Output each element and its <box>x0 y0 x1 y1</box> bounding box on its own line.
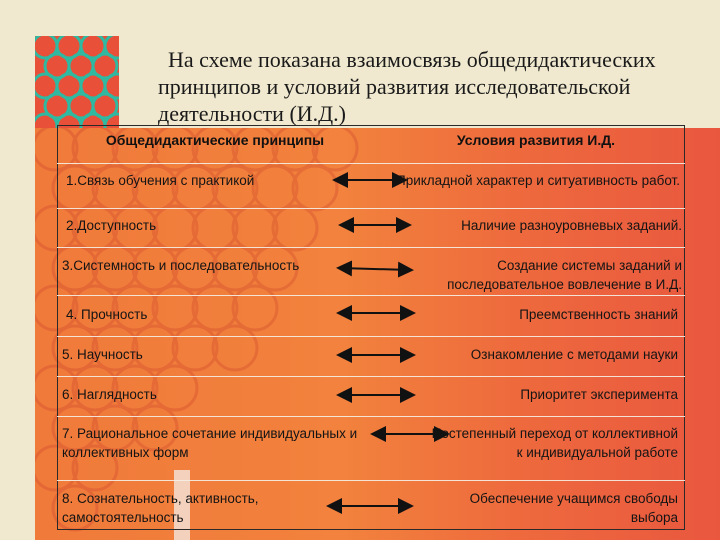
header-principles: Общедидактические принципы <box>105 132 325 148</box>
principle-cell-6: 6. Наглядность <box>62 387 157 402</box>
principle-cell-2: 2.Доступность <box>66 218 157 233</box>
principle-cell-3: 3.Системность и последовательность <box>62 258 300 273</box>
arrow-row-3 <box>340 268 410 270</box>
condition-cell-8: Обеспечение учащимся свободы выбора <box>469 491 678 525</box>
condition-cell-2: Наличие разноуровневых заданий. <box>461 218 682 233</box>
condition-cell-6: Приоритет эксперимента <box>520 387 678 402</box>
title-line-2: принципов и условий развития исследовательской <box>158 74 631 99</box>
condition-cell-3: Создание системы заданий и последовательное вовлечение в И.Д. <box>447 258 682 292</box>
principle-cell-7: 7. Рациональное сочетание индивидуальных и коллективных форм <box>62 426 358 460</box>
condition-cell-4: Преемственность знаний <box>519 307 678 322</box>
condition-cell-7: Постепенный переход от коллективной к индивидуальной работе <box>431 426 678 460</box>
title-line-1: На схеме показана взаимосвязь общедидактических <box>168 47 656 72</box>
condition-cell-5: Ознакомление с методами науки <box>470 347 678 362</box>
condition-cell-1: Прикладной характер и ситуативность работ. <box>395 173 680 188</box>
principle-cell-1: 1.Связь обучения с практикой <box>66 173 255 188</box>
title-line-3: деятельности (И.Д.) <box>158 101 346 126</box>
principle-cell-8: 8. Сознательность, активность, самостоятельность <box>62 491 259 525</box>
principle-cell-5: 5. Научность <box>62 347 143 362</box>
header-conditions: Условия развития И.Д. <box>456 132 616 148</box>
principle-cell-4: 4. Прочность <box>66 307 148 322</box>
